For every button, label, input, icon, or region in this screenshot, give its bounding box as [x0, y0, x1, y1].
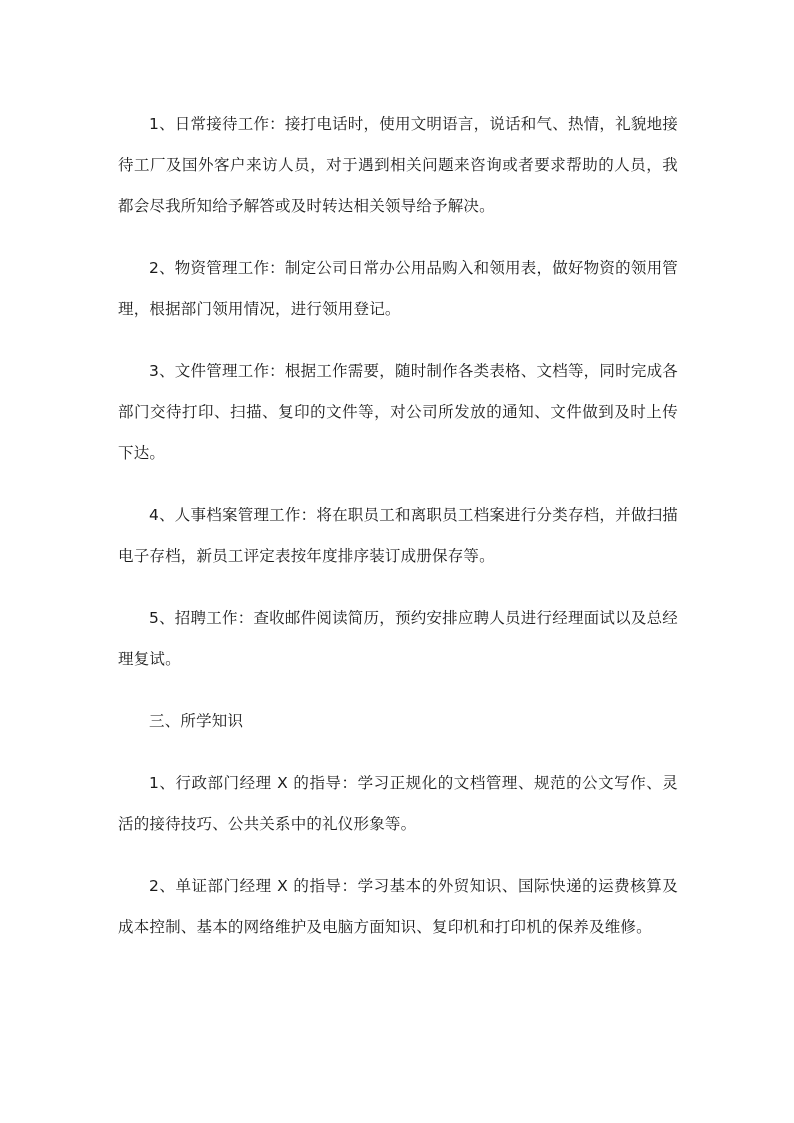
document-body [118, 104, 678, 969]
paragraph-file-management: 3、文件管理工作：根据工作需要，随时制作各类表格、文档等，同时完成各部门交待打印、扫描、复印的文件等，对公司所发放的通知、文件做到及时上传下达。 [118, 362, 678, 462]
paragraph-personnel-records: 4、人事档案管理工作：将在职员工和离职员工档案进行分类存档，并做扫描电子存档，新员工评定表按年度排序装订成册保存等。 [118, 506, 678, 565]
paragraph-materials-management: 2、物资管理工作：制定公司日常办公用品购入和领用表，做好物资的领用管理，根据部门领用情况，进行领用登记。 [118, 259, 678, 318]
paragraph-recruitment: 5、招聘工作：查收邮件阅读简历，预约安排应聘人员进行经理面试以及总经理复试。 [118, 609, 678, 668]
paragraph-docs-guidance: 2、单证部门经理 X 的指导：学习基本的外贸知识、国际快递的运费核算及成本控制、基本的网络维护及电脑方面知识、复印机和打印机的保养及维修。 [118, 877, 678, 936]
paragraph-reception-work: 1、日常接待工作：接打电话时，使用文明语言，说话和气、热情，礼貌地接待工厂及国外客户来访人员，对于遇到相关问题来咨询或者要求帮助的人员，我都会尽我所知给予解答或及时转达相关领导给予解决。 [118, 115, 678, 215]
section-heading-knowledge: 三、所学知识 [149, 712, 244, 730]
paragraph-admin-guidance: 1、行政部门经理 X 的指导：学习正规化的文档管理、规范的公文写作、灵活的接待技巧、公共关系中的礼仪形象等。 [118, 774, 678, 833]
